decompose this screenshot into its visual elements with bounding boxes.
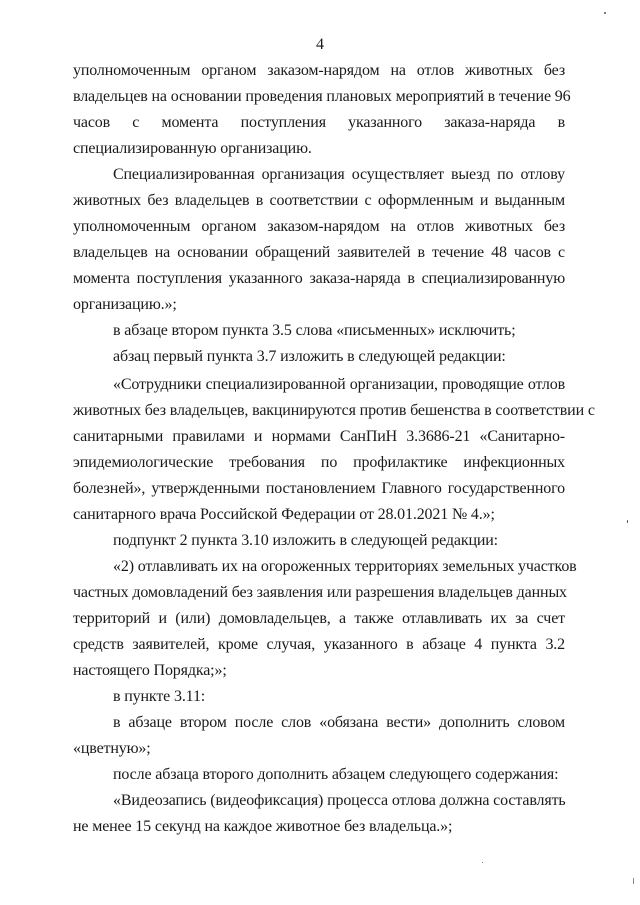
text-line: владельцев на основании обращений заявителей в течение 48 часов с <box>73 244 565 261</box>
text-line: в абзаце втором после слов «обязана вести» дополнить словом <box>113 714 565 731</box>
text-line: владельцев на основании проведения плановых мероприятий в течение 96 <box>73 88 571 105</box>
page-number: 4 <box>316 36 324 53</box>
text-line: часов с момента поступления указанного заказа-наряда в <box>73 114 565 131</box>
text-line: после абзаца второго дополнить абзацем следующего содержания: <box>113 766 559 783</box>
text-line: территорий и (или) домовладельцев, а также отлавливать их за счет <box>73 610 565 627</box>
text-line: уполномоченным органом заказом-нарядом на отлов животных без <box>73 62 565 79</box>
text-line: «цветную»; <box>73 740 151 757</box>
text-line: Специализированная организация осуществляет выезд по отлову <box>113 166 565 183</box>
text-line: санитарного врача Российской Федерации от 28.01.2021 № 4.»; <box>73 506 495 523</box>
text-line: средств заявителей, кроме случая, указанного в абзаце 4 пункта 3.2 <box>73 636 565 653</box>
text-line: животных без владельцев в соответствии с оформленным и выданным <box>73 192 565 209</box>
text-line: частных домовладений без заявления или разрешения владельцев данных <box>73 584 567 601</box>
scan-speck <box>604 12 606 14</box>
text-line: в абзаце втором пункта 3.5 слова «письменных» исключить; <box>113 322 516 339</box>
text-line: момента поступления указанного заказа-наряда в специализированную <box>73 270 565 287</box>
text-line: специализированную организацию. <box>73 140 312 157</box>
text-line: санитарными правилами и нормами СанПиН 3.3686-21 «Санитарно- <box>73 428 565 445</box>
text-line: животных без владельцев, вакцинируются против бешенства в соответствии с <box>73 402 595 419</box>
text-line: организацию.»; <box>73 296 177 313</box>
text-line: в пункте 3.11: <box>113 688 206 705</box>
text-line: подпункт 2 пункта 3.10 изложить в следующей редакции: <box>113 532 498 549</box>
text-line: настоящего Порядка;»; <box>73 662 227 679</box>
text-line: «2) отлавливать их на огороженных территориях земельных участков <box>113 558 577 575</box>
text-line: эпидемиологические требования по профилактике инфекционных <box>73 454 565 471</box>
text-line: «Сотрудники специализированной организации, проводящие отлов <box>113 376 565 393</box>
scan-mark <box>633 878 634 884</box>
scan-speck <box>482 862 483 863</box>
text-line: «Видеозапись (видеофиксация) процесса отлова должна составлять <box>113 792 566 809</box>
scan-speck <box>627 520 628 523</box>
text-line: абзац первый пункта 3.7 изложить в следующей редакции: <box>113 348 506 365</box>
text-line: не менее 15 секунд на каждое животное без владельца.»; <box>73 818 453 835</box>
text-line: уполномоченным органом заказом-нарядом на отлов животных без <box>73 218 565 235</box>
text-line: болезней», утвержденными постановлением Главного государственного <box>73 480 565 497</box>
